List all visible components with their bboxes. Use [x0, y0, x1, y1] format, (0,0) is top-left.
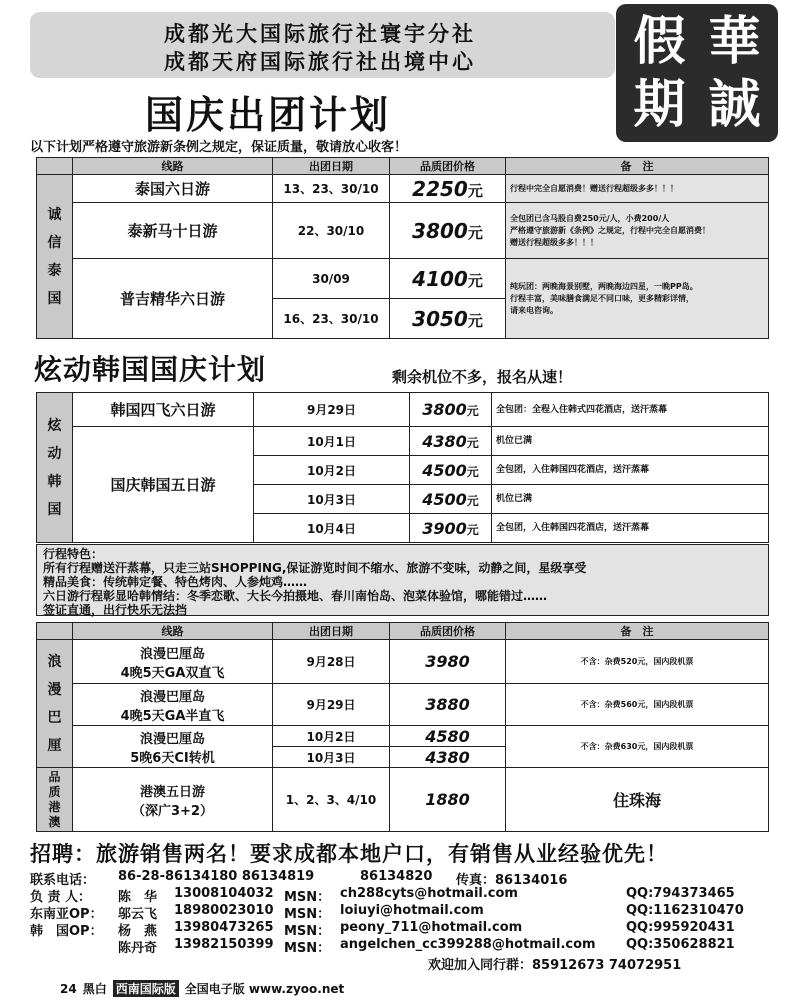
price: 3800元	[410, 393, 492, 427]
phone-numbers: 86-28-86134180 86134819	[118, 869, 315, 884]
price: 4100元	[390, 259, 506, 299]
contact-msn: ch288cyts@hotmail.com	[340, 886, 518, 901]
contact-qq: QQ:1162310470	[626, 903, 744, 918]
website: 全国电子版 www.zyoo.net	[184, 982, 345, 996]
remark: 机位已满	[492, 427, 769, 456]
price: 4500元	[410, 456, 492, 485]
contact-name: 陈丹奇	[118, 941, 158, 956]
remark: 全包团已含马股自费250元/人，小费200/人 严格遵守旅游新《条例》之规定，行程中完全自愿消费！ 赠送行程超级多多！！！	[506, 203, 769, 259]
departure-date: 13、23、30/10	[273, 175, 390, 203]
bali-table	[36, 622, 769, 832]
logo	[616, 4, 778, 142]
contact-qq: QQ:794373465	[626, 886, 735, 901]
col-header: 品质团价格	[390, 158, 506, 175]
korea-features	[36, 544, 769, 616]
logo-char: 華	[708, 10, 761, 72]
price: 3800元	[390, 203, 506, 259]
side-label-thailand: 诚 信 泰 国	[37, 175, 73, 339]
departure-date: 10月3日	[254, 485, 410, 514]
side-blank	[37, 158, 73, 175]
remark: 不含：杂费630元，国内段机票	[506, 726, 769, 768]
price: 2250元	[390, 175, 506, 203]
contact-name: 邬云飞	[118, 907, 158, 922]
group-numbers: 欢迎加入同行群：85912673 74072951	[428, 958, 682, 973]
side-label-hk: 品 质 港 澳	[37, 768, 73, 832]
remark: 住珠海	[506, 768, 769, 832]
contact-msn: peony_711@hotmail.com	[340, 920, 523, 935]
contact-tel: 13982150399	[174, 937, 274, 952]
page-number: 24	[60, 981, 77, 996]
route-name: 韩国四飞六日游	[73, 393, 254, 427]
col-header: 线路	[73, 623, 273, 640]
korea-title: 炫动韩国国庆计划	[34, 353, 267, 386]
remark: 不含：杂费520元，国内段机票	[506, 640, 769, 684]
departure-date: 10月4日	[254, 514, 410, 543]
col-header: 备 注	[506, 158, 769, 175]
col-header: 品质团价格	[390, 623, 506, 640]
col-header: 出团日期	[273, 623, 390, 640]
route-name: 泰国六日游	[73, 175, 273, 203]
thailand-table	[36, 157, 769, 339]
section-name: 西南国际版	[113, 980, 179, 997]
phone-label: 联系电话：	[30, 873, 96, 888]
remark: 机位已满	[492, 485, 769, 514]
feature-line: 六日游行程彰显哈韩情结：冬季恋歌、大长今拍摄地、春川南怡岛、泡菜体验馆，哪能错过……	[43, 589, 548, 603]
footer	[60, 980, 344, 997]
korea-subtitle: 剩余机位不多，报名从速！	[392, 368, 573, 386]
route-name: 港澳五日游 （深广3+2）	[73, 768, 273, 832]
contact-msn: loiuyi@hotmail.com	[340, 903, 484, 918]
contact-qq: QQ:350628821	[626, 937, 735, 952]
route-name: 泰新马十日游	[73, 203, 273, 259]
route-name: 浪漫巴厘岛 5晚6天CI转机	[73, 726, 273, 768]
page-title: 国庆出团计划	[145, 93, 392, 137]
departure-date: 30/09	[273, 259, 390, 299]
remark: 行程中完全自愿消费！赠送行程超级多多！！！	[506, 175, 769, 203]
contact-tel: 13008104032	[174, 886, 274, 901]
logo-char: 誠	[708, 73, 761, 135]
departure-date: 22、30/10	[273, 203, 390, 259]
feature-line: 行程特色：	[43, 547, 104, 561]
route-name: 浪漫巴厘岛 4晚5天GA双直飞	[73, 640, 273, 684]
feature-line: 所有行程赠送汗蒸幕，只走三站SHOPPING,保证游览时间不缩水、旅游不变味，动静之间，星级享受	[43, 561, 587, 575]
contact-msn: angelchen_cc399288@hotmail.com	[340, 937, 596, 952]
departure-date: 1、2、3、4/10	[273, 768, 390, 832]
departure-date: 9月29日	[254, 393, 410, 427]
price: 3980	[390, 640, 506, 684]
price: 4500元	[410, 485, 492, 514]
agency-name-1: 成都光大国际旅行社寰宇分社	[164, 22, 476, 46]
col-header: 备 注	[506, 623, 769, 640]
fax: 传真：86134016	[456, 873, 568, 888]
price: 4380元	[410, 427, 492, 456]
remark: 不含：杂费560元，国内段机票	[506, 684, 769, 726]
remark: 全包团：全程入住韩式四花酒店，送汗蒸幕	[492, 393, 769, 427]
logo-char: 期	[633, 73, 686, 135]
phone-number: 86134820	[360, 869, 433, 884]
price: 3880	[390, 684, 506, 726]
logo-char: 假	[633, 10, 686, 72]
side-label-bali: 浪 漫 巴 厘	[37, 640, 73, 768]
korea-table	[36, 392, 769, 543]
price: 4380	[390, 747, 506, 768]
remark: 全包团，入住韩国四花酒店，送汗蒸幕	[492, 514, 769, 543]
contact-name: 杨 燕	[118, 924, 158, 939]
col-header: 出团日期	[273, 158, 390, 175]
side-label-korea: 炫 动 韩 国	[37, 393, 73, 543]
route-name: 普吉精华六日游	[73, 259, 273, 339]
departure-date: 10月2日	[273, 726, 390, 747]
departure-date: 9月28日	[273, 640, 390, 684]
route-name: 浪漫巴厘岛 4晚5天GA半直飞	[73, 684, 273, 726]
departure-date: 9月29日	[273, 684, 390, 726]
contact-block: 联系电话： 86-28-86134180 86134819 86134820 传真：86134016 负 责 人： 陈 华 13008104032 MSN： ch288cyts@hotmail.com QQ:794373465 东南亚OP： 邬云飞 18980023010 MSN： loiuyi@hotmail.com QQ:1162310470 韩 国OP： 杨 燕 13980473265 MSN： peony_711@hotmail.com QQ:995920431 陈丹奇 13982150399 MSN： angelchen_cc399288@hotmail.com QQ:350628821 欢迎加入同行群：85912673 74072951	[30, 869, 744, 973]
price: 4580	[390, 726, 506, 747]
feature-line: 签证直通，出行快乐无法挡	[43, 603, 188, 617]
recruit-banner: 招聘：旅游销售两名！要求成都本地户口，有销售从业经验优先！	[30, 842, 668, 866]
departure-date: 10月2日	[254, 456, 410, 485]
price: 3900元	[410, 514, 492, 543]
price: 1880	[390, 768, 506, 832]
departure-date: 10月1日	[254, 427, 410, 456]
notice-text: 以下计划严格遵守旅游新条例之规定，保证质量，敬请放心收客！	[30, 140, 408, 155]
remark: 纯玩团：两晚海景别墅，两晚海边四星，一晚PP岛。 行程丰富，美味膳食满足不同口味，更多精彩详情， 请来电咨询。	[506, 259, 769, 339]
price: 3050元	[390, 299, 506, 339]
feature-line: 精品美食：传统韩定餐、特色烤肉、人参炖鸡……	[43, 575, 308, 589]
contact-tel: 18980023010	[174, 903, 274, 918]
contact-name: 陈 华	[118, 890, 158, 905]
print-mode: 黑白	[82, 982, 107, 996]
contact-tel: 13980473265	[174, 920, 274, 935]
departure-date: 16、23、30/10	[273, 299, 390, 339]
departure-date: 10月3日	[273, 747, 390, 768]
route-name: 国庆韩国五日游	[73, 427, 254, 543]
remark: 全包团，入住韩国四花酒店，送汗蒸幕	[492, 456, 769, 485]
contact-qq: QQ:995920431	[626, 920, 735, 935]
agency-name-2: 成都天府国际旅行社出境中心	[164, 50, 476, 74]
col-header: 线路	[73, 158, 273, 175]
